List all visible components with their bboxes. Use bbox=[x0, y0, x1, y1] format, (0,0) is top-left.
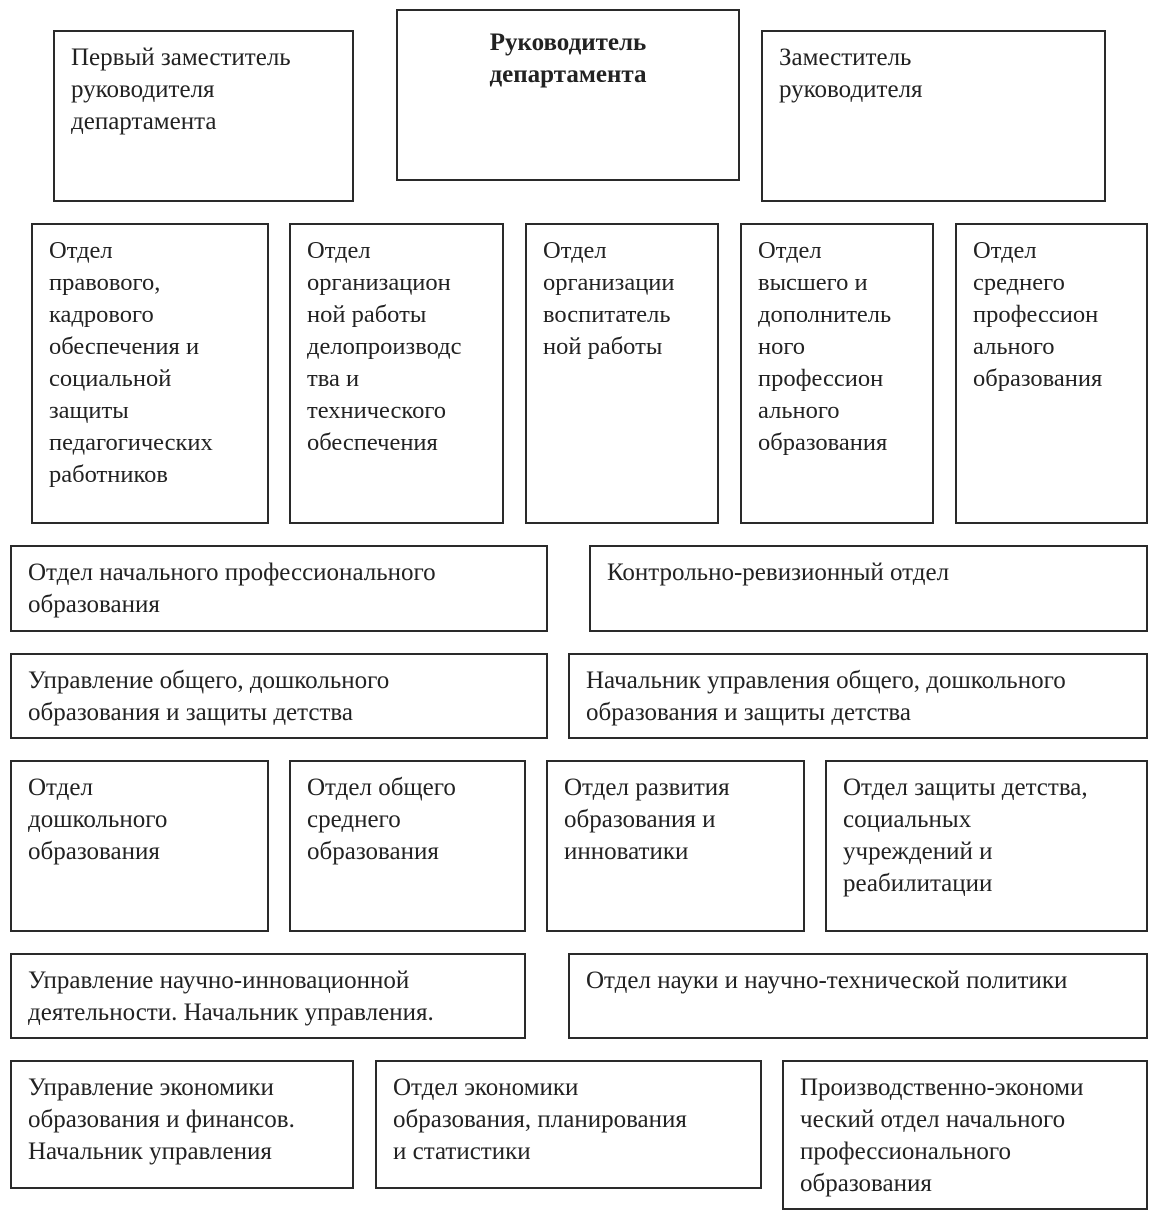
box-economics-planning-dept bbox=[375, 1060, 762, 1189]
box-line: Отдел экономики bbox=[393, 1074, 579, 1101]
box-line: образования и защиты детства bbox=[586, 699, 911, 726]
box-general-education-head bbox=[568, 653, 1148, 739]
box-line: Начальник управления общего, дошкольного bbox=[586, 667, 1066, 694]
box-line: и статистики bbox=[393, 1138, 531, 1165]
box-line: работников bbox=[49, 461, 168, 488]
box-line: учреждений и bbox=[843, 838, 993, 865]
box-line: дошкольного bbox=[28, 806, 168, 833]
box-line: Отдел bbox=[307, 237, 371, 264]
box-economics-directorate bbox=[10, 1060, 354, 1189]
box-line: ального bbox=[973, 333, 1055, 360]
box-line: ного bbox=[758, 333, 806, 360]
box-line: реабилитации bbox=[843, 870, 993, 897]
box-line: Управление научно-инновационной bbox=[28, 967, 410, 994]
box-line: Отдел защиты детства, bbox=[843, 774, 1088, 801]
box-primary-vocational-dept bbox=[10, 545, 548, 632]
box-line: деятельности. Начальник управления. bbox=[28, 999, 434, 1026]
box-line: дополнитель bbox=[758, 301, 892, 328]
box-line: Отдел общего bbox=[307, 774, 456, 801]
box-line: обеспечения bbox=[307, 429, 438, 456]
box-line: ального bbox=[758, 397, 840, 424]
box-child-protection-dept bbox=[825, 760, 1148, 932]
box-line: Отдел bbox=[973, 237, 1037, 264]
box-line: департамента bbox=[71, 108, 217, 135]
box-line: профессион bbox=[758, 365, 884, 392]
box-line: обеспечения и bbox=[49, 333, 200, 360]
box-line: кадрового bbox=[49, 301, 154, 328]
box-line: педагогических bbox=[49, 429, 213, 456]
box-line: организацион bbox=[307, 269, 451, 296]
box-first-deputy bbox=[53, 30, 354, 202]
box-line: образования bbox=[800, 1170, 932, 1197]
box-line: профессионального bbox=[800, 1138, 1011, 1165]
box-line: ной работы bbox=[307, 301, 427, 328]
box-line: защиты bbox=[49, 397, 129, 424]
box-line: делопроизводс bbox=[307, 333, 462, 360]
box-line: Отдел bbox=[543, 237, 607, 264]
box-line: среднего bbox=[973, 269, 1065, 296]
box-higher-education-dept bbox=[740, 223, 934, 524]
box-line: среднего bbox=[307, 806, 401, 833]
box-line: Отдел bbox=[758, 237, 822, 264]
box-innovation-dept bbox=[546, 760, 805, 932]
box-line: образования, планирования bbox=[393, 1106, 687, 1133]
box-line: руководителя bbox=[71, 76, 215, 103]
box-line: Отдел науки и научно-технической политики bbox=[586, 967, 1068, 994]
box-line: Отдел bbox=[28, 774, 93, 801]
box-line: образования bbox=[28, 838, 160, 865]
box-deputy bbox=[761, 30, 1106, 202]
box-line: Отдел начального профессионального bbox=[28, 559, 436, 586]
box-line: образования bbox=[973, 365, 1103, 392]
box-line: организации bbox=[543, 269, 675, 296]
box-line: инноватики bbox=[564, 838, 689, 865]
box-department-head bbox=[396, 9, 740, 181]
box-line: образования и bbox=[564, 806, 716, 833]
box-line: профессион bbox=[973, 301, 1099, 328]
box-production-economic-dept bbox=[782, 1060, 1148, 1210]
box-line: правового, bbox=[49, 269, 161, 296]
box-line: образования bbox=[28, 591, 160, 618]
box-secondary-vocational-dept bbox=[955, 223, 1148, 524]
box-audit-dept bbox=[589, 545, 1148, 632]
box-line: Руководитель bbox=[489, 29, 647, 56]
box-preschool-dept bbox=[10, 760, 269, 932]
box-line: ческий отдел начального bbox=[800, 1106, 1066, 1133]
box-line: воспитатель bbox=[543, 301, 671, 328]
box-line: Контрольно-ревизионный отдел bbox=[607, 559, 950, 586]
box-line: социальных bbox=[843, 806, 972, 833]
box-general-secondary-dept bbox=[289, 760, 526, 932]
box-line: Управление общего, дошкольного bbox=[28, 667, 390, 694]
box-line: Первый заместитель bbox=[71, 44, 291, 71]
box-line: руководителя bbox=[779, 76, 923, 103]
box-legal-hr-dept bbox=[31, 223, 269, 524]
box-science-policy-dept bbox=[568, 953, 1148, 1039]
box-line: Управление экономики bbox=[28, 1074, 274, 1101]
box-line: образования и защиты детства bbox=[28, 699, 353, 726]
box-line: Отдел развития bbox=[564, 774, 730, 801]
box-line: образования и финансов. bbox=[28, 1106, 295, 1133]
box-general-education-directorate bbox=[10, 653, 548, 739]
box-line: Отдел bbox=[49, 237, 113, 264]
box-org-work-dept bbox=[289, 223, 504, 524]
box-line: департамента bbox=[489, 61, 647, 88]
box-line: образования bbox=[307, 838, 439, 865]
box-line: Производственно-экономи bbox=[800, 1074, 1084, 1101]
box-line: Начальник управления bbox=[28, 1138, 272, 1165]
box-line: ной работы bbox=[543, 333, 663, 360]
box-line: Заместитель bbox=[779, 44, 912, 71]
box-education-work-dept bbox=[525, 223, 719, 524]
box-line: образования bbox=[758, 429, 888, 456]
box-science-directorate bbox=[10, 953, 526, 1039]
box-line: технического bbox=[307, 397, 447, 424]
box-line: тва и bbox=[307, 365, 360, 392]
box-line: социальной bbox=[49, 365, 172, 392]
box-line: высшего и bbox=[758, 269, 868, 296]
